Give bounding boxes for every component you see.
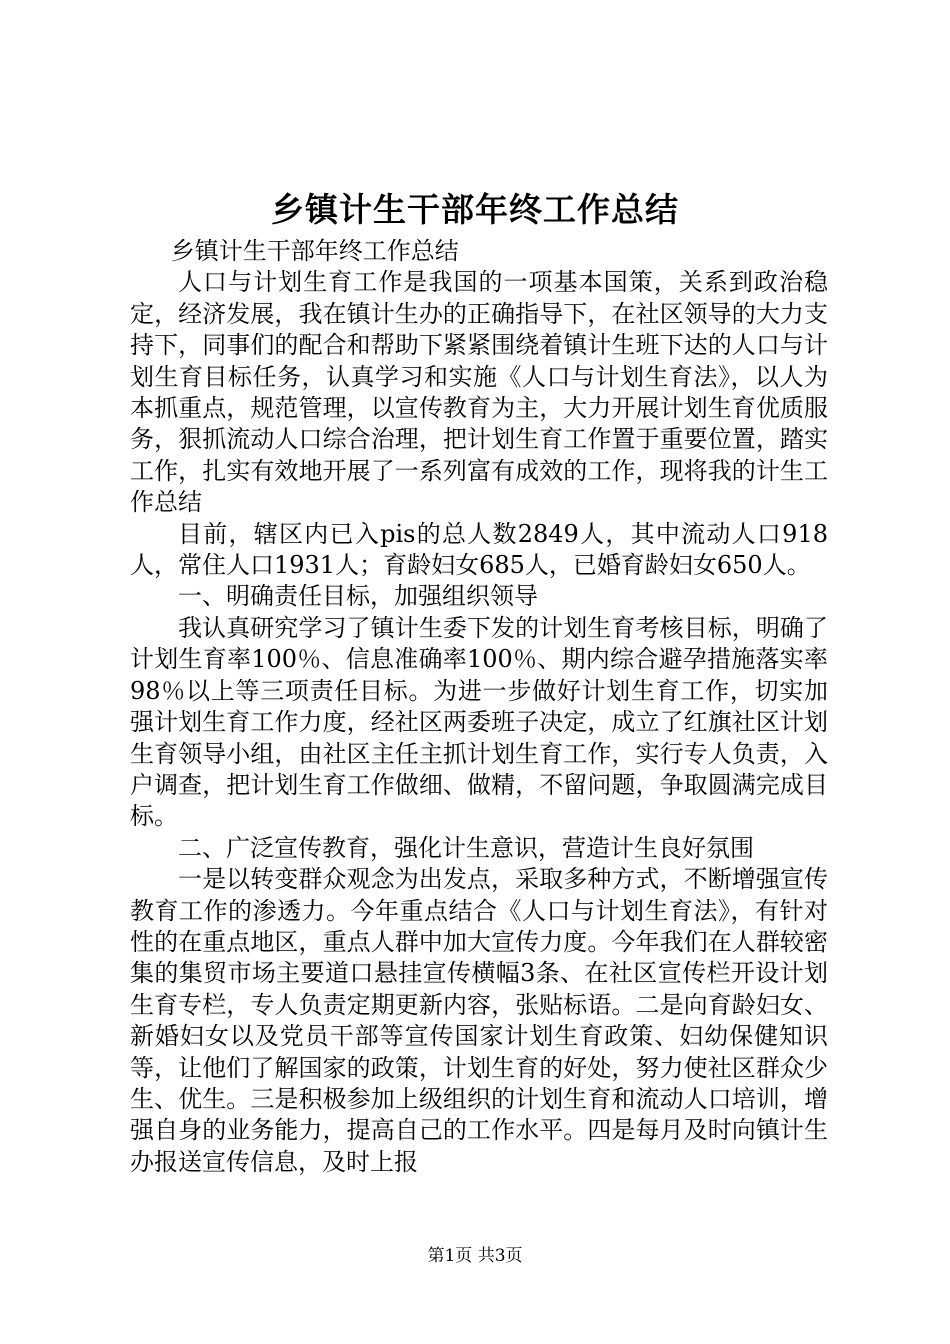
paragraph-section-1: 我认真研究学习了镇计生委下发的计划生育考核目标，明确了计划生育率100％、信息准确率100％、期内综合避孕措施落实率98％以上等三项责任目标。为进一步做好计划生育工作，切实加强计划生育工作力度，经社区两委班子决定，成立了红旗社区计划生育领导小组，由社区主任主抓计划生育工作，实行专人负责，入户调查，把计划生育工作做细、做精，不留问题，争取圆满完成目标。 [130, 613, 828, 831]
document-subtitle: 乡镇计生干部年终工作总结 [170, 237, 459, 265]
section-heading-1: 一、明确责任目标，加强组织领导 [178, 582, 538, 611]
section-heading-2: 二、广泛宣传教育，强化计生意识，营造计生良好氛围 [178, 833, 754, 862]
document-body [130, 236, 828, 1178]
paragraph-statistics: 目前，辖区内已入pis的总人数2849人，其中流动人口918人，常住人口1931人；育龄妇女685人，已婚育龄妇女650人。 [130, 519, 828, 580]
page-number-footer: 第1页 共3页 [427, 1246, 523, 1266]
paragraph-section-2: 一是以转变群众观念为出发点，采取多种方式，不断增强宣传教育工作的渗透力。今年重点结合《人口与计划生育法》，有针对性的在重点地区，重点人群中加大宣传力度。今年我们在人群较密集的集贸市场主要道口悬挂宣传横幅3条、在社区宣传栏开设计划生育专栏，专人负责定期更新内容，张贴标语。二是向育龄妇女、新婚妇女以及党员干部等宣传国家计划生育政策、妇幼保健知识等，让他们了解国家的政策，计划生育的好处，努力使社区群众少生、优生。三是积极参加上级组织的计划生育和流动人口培训，增强自身的业务能力，提高自己的工作水平。四是每月及时向镇计生办报送宣传信息，及时上报 [130, 865, 828, 1176]
paragraph-intro: 人口与计划生育工作是我国的一项基本国策，关系到政治稳定，经济发展，我在镇计生办的正确指导下，在社区领导的大力支持下，同事们的配合和帮助下紧紧围绕着镇计生班下达的人口与计划生育目标任务，认真学习和实施《人口与计划生育法》，以人为本抓重点，规范管理，以宣传教育为主，大力开展计划生育优质服务，狠抓流动人口综合治理，把计划生育工作置于重要位置，踏实工作，扎实有效地开展了一系列富有成效的工作，现将我的计生工作总结 [130, 268, 828, 517]
document-title: 乡镇计生干部年终工作总结 [271, 190, 679, 229]
